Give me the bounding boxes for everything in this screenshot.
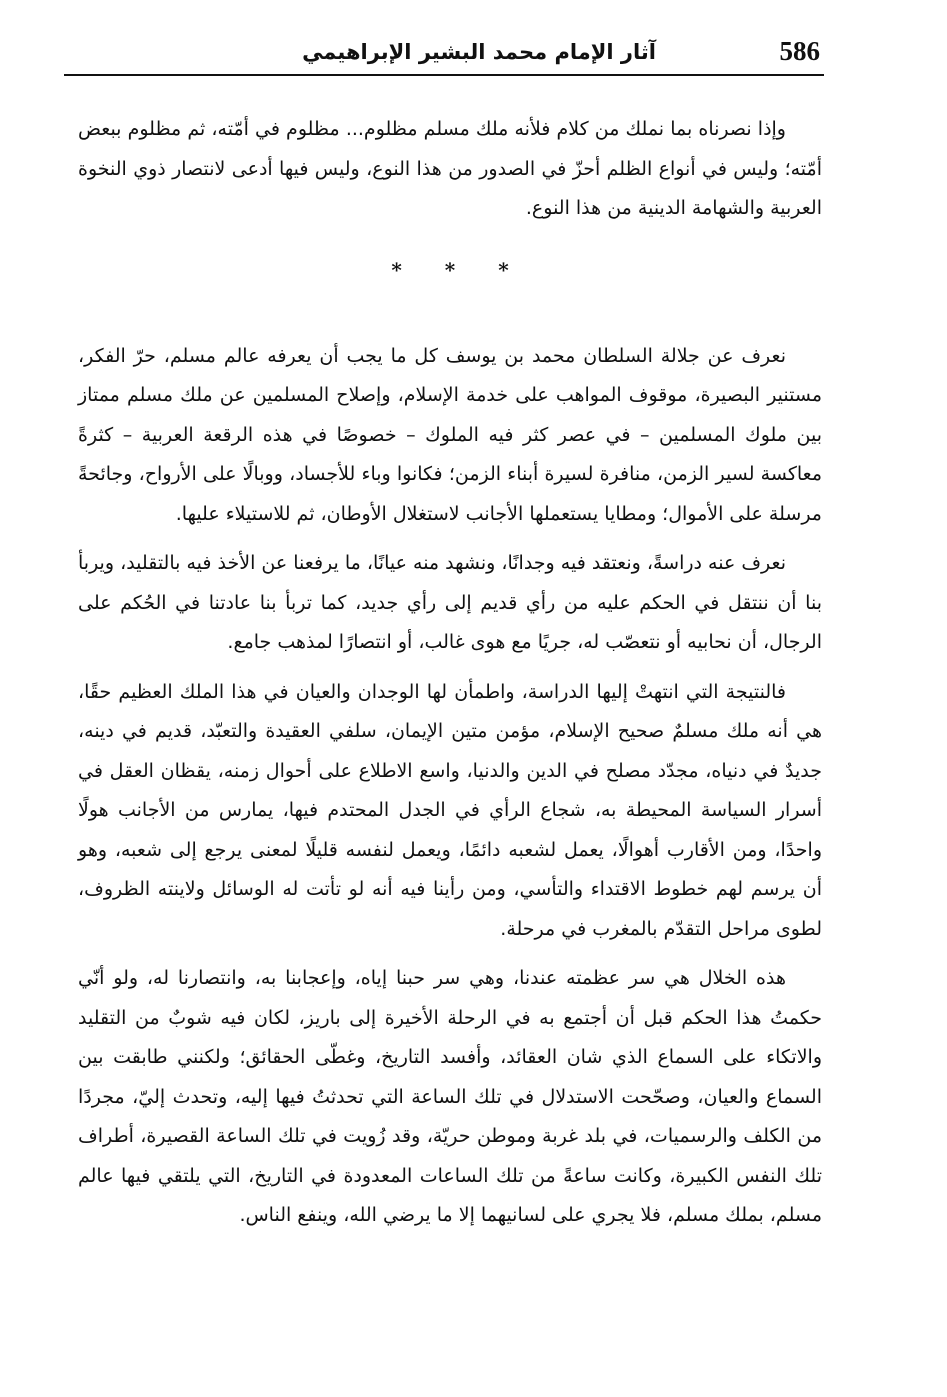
body-text	[78, 110, 822, 1236]
paragraph-2: نعرف عن جلالة السلطان محمد بن يوسف كل ما يجب أن يعرفه عالم مسلم، حرّ الفكر، مستنير البصيرة، موقوف المواهب على خدمة الإسلام، وإصلاح المسلمين عن ملك مسلم ممتاز بين ملوك المسلمين – في عصر كثر فيه الملوك – خصوصًا في هذه الرقعة العربية – كثرةً معاكسة لسير الزمن، منافرة لسيرة أبناء الزمن؛ فكانوا وباء للأجساد، ووبالًا على الأرواح، وجائحةً مرسلة على الأموال؛ ومطايا يستعملها الأجانب لاستغلال الأوطان، ثم للاستيلاء عليها.	[78, 344, 822, 525]
running-title: آثار الإمام محمد البشير الإبراهيمي	[302, 40, 656, 64]
paragraph-4: فالنتيجة التي انتهتْ إليها الدراسة، واطمأن لها الوجدان والعيان في هذا الملك العظيم حقًا، هي أنه ملك مسلمٌ صحيح الإسلام، مؤمن متين الإيمان، سلفي العقيدة والتعبّد، قديم في دينه، جديدٌ في دنياه، مجدّد مصلح في الدين والدنيا، واسع الاطلاع على أحوال زمنه، يقظان العقل في أسرار السياسة المحيطة به، شجاع الرأي في الجدل المحتدم فيها، يمارس من الأجانب هولًا واحدًا، ومن الأقارب أهوالًا، يعمل لشعبه دائمًا، ويعمل لنفسه قليلًا لمعنى يرجع إلى شعبه، وهو أن يرسم لهم خطوط الاقتداء والتأسي، ومن رأينا فيه أنه لو تأتت له الوسائل ولاينته الظروف، لطوى مراحل التقدّم بالمغرب في مرحلة.	[78, 680, 822, 940]
page-header	[64, 28, 824, 76]
paragraph-1: وإذا نصرناه بما نملك من كلام فلأنه ملك مسلم مظلوم... مظلوم في أمّته، ثم مظلوم ببعض أمّته؛ وليس في أنواع الظلم أحزّ في الصدور من هذا النوع، وليس فيها أدعى لانتصار ذوي النخوة العربية والشهامة الدينية من هذا النوع.	[78, 118, 822, 219]
paragraph-5: هذه الخلال هي سر عظمته عندنا، وهي سر حبنا إياه، وإعجابنا به، وانتصارنا له، ولو أنّي حكمتُ هذا الحكم قبل أن أجتمع به في الرحلة الأخيرة إلى باريز، لكان فيه شوبٌ من التقليد والاتكاء على السماع الذي شان العقائد، وأفسد التاريخ، وغطّى الحقائق؛ ولكنني طابقت بين السماع والعيان، وصحّحت الاستدلال في تلك الساعة التي تحدثتُ فيها إليه، وتحدث إليّ، مجردًا من الكلف والرسميات، في بلد غربة وموطن حريّة، وقد زُويت في تلك الساعة القصيرة، أطراف تلك النفس الكبيرة، وكانت ساعةً من تلك الساعات المعدودة في التاريخ، التي يلتقي فيها عالم مسلم، بملك مسلم، فلا يجري على لسانيهما إلا ما يرضي الله، وينفع الناس.	[78, 967, 822, 1226]
section-separator: * * *	[391, 257, 527, 282]
page-number: 586	[779, 36, 820, 66]
paragraph-3: نعرف عنه دراسةً، ونعتقد فيه وجدانًا، ونشهد منه عيانًا، ما يرفعنا عن الأخذ فيه بالتقليد، ويربأ بنا أن ننتقل في الحكم عليه من رأي قديم إلى رأي جديد، كما تربأ بنا عادتنا في الحُكم على الرجال، أن نحابيه أو نتعصّب له، جريًا مع هوى غالب، أو انتصارًا لمذهب جامع.	[78, 552, 822, 653]
